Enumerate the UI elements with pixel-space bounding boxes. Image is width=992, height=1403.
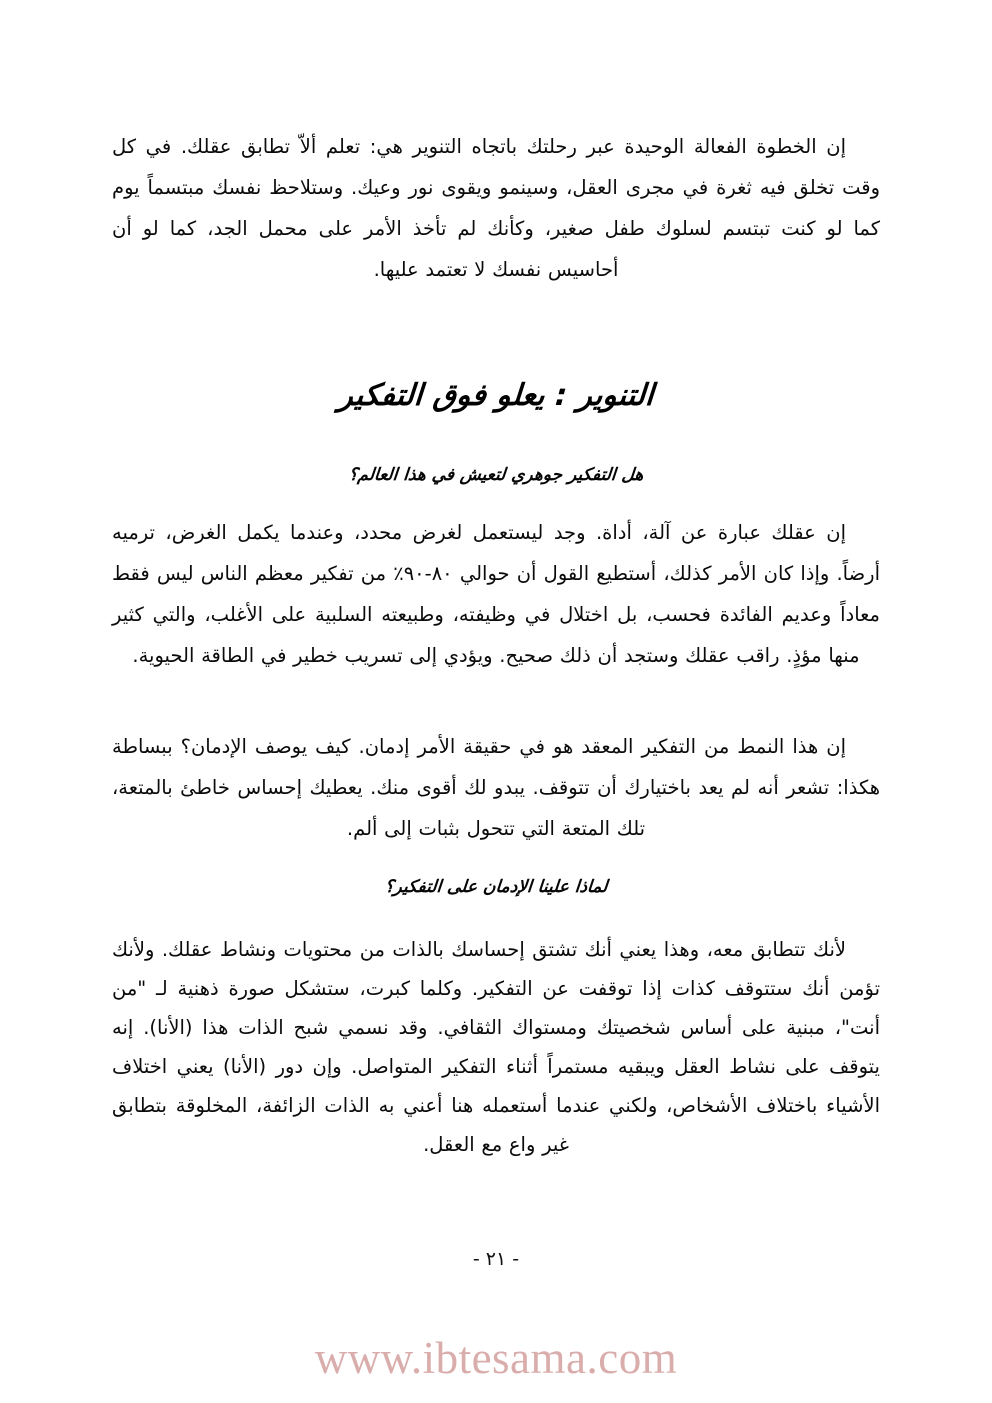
paragraph-block-4	[112, 930, 880, 1166]
sub-heading-question-1: هل التفكير جوهري لتعيش في هذا العالم؟	[347, 465, 645, 485]
body-paragraph-3: إن هذا النمط من التفكير المعقد هو في حقيقة الأمر إدمان. كيف يوصف الإدمان؟ ببساطة هكذا: تشعر أنه لم يعد باختيارك أن تتوقف. يبدو لك أقوى منك. يعطيك إحساس خاطئ بالمتعة، تلك المتعة التي تتحول بثبات إلى ألم.	[112, 735, 880, 840]
paragraph-block-1	[112, 126, 880, 292]
body-paragraph-4: لأنك تتطابق معه، وهذا يعني أنك تشتق إحساسك بالذات من محتويات ونشاط عقلك. ولأنك تؤمن أنك ستتوقف كذات إذا توقفت عن التفكير. وكلما كبرت، ستشكل صورة ذهنية لـ "من أنت"، مبنية على أساس شخصيتك ومستواك الثقافي. وقد نسمي شبح الذات هذا (الأنا). إنه يتوقف على نشاط العقل ويبقيه مستمراً أثناء التفكير المتواصل. وإن دور (الأنا) يعني اختلاف الأشياء باختلاف الأشخاص، ولكني عندما أستعمله هنا أعني به الذات الزائفة، المخلوقة بتطابق غير واع مع العقل.	[112, 938, 880, 1156]
main-heading-container	[0, 374, 992, 418]
sub-heading-1-container	[0, 462, 992, 488]
body-paragraph-1: إن الخطوة الفعالة الوحيدة عبر رحلتك باتجاه التنوير هي: تعلم ألاّ تطابق عقلك. في كل وقت تخلق فيه ثغرة في مجرى العقل، وسينمو ويقوى نور وعيك. وستلاحظ نفسك مبتسماً يوم كما لو كنت تبتسم لسلوك طفل صغير، وكأنك لم تأخذ الأمر على محمل الجد، كما لو أن أحاسيس نفسك لا تعتمد عليها.	[112, 135, 880, 281]
sub-heading-question-2: لماذا علينا الإدمان على التفكير؟	[383, 877, 609, 897]
sub-heading-2-container	[0, 874, 992, 900]
paragraph-block-2	[112, 512, 880, 678]
section-heading: التنوير : يعلو فوق التفكير	[337, 378, 655, 413]
watermark-url: www.ibtesama.com	[314, 1333, 678, 1383]
paragraph-block-3	[112, 726, 880, 851]
body-paragraph-2: إن عقلك عبارة عن آلة، أداة. وجد ليستعمل لغرض محدد، وعندما يكمل الغرض، ترميه أرضاً. وإذا كان الأمر كذلك، أستطيع القول أن حوالي ٨٠-٩٠٪ من تفكير معظم الناس ليس فقط معاداً وعديم الفائدة فحسب، بل اختلال في وظيفته، وطبيعته السلبية على الأغلب، والتي كثير منها مؤذٍ. راقب عقلك وستجد أن ذلك صحيح. ويؤدي إلى تسريب خطير في الطاقة الحيوية.	[112, 521, 880, 667]
page-number: - ٢١ -	[472, 1248, 520, 1270]
